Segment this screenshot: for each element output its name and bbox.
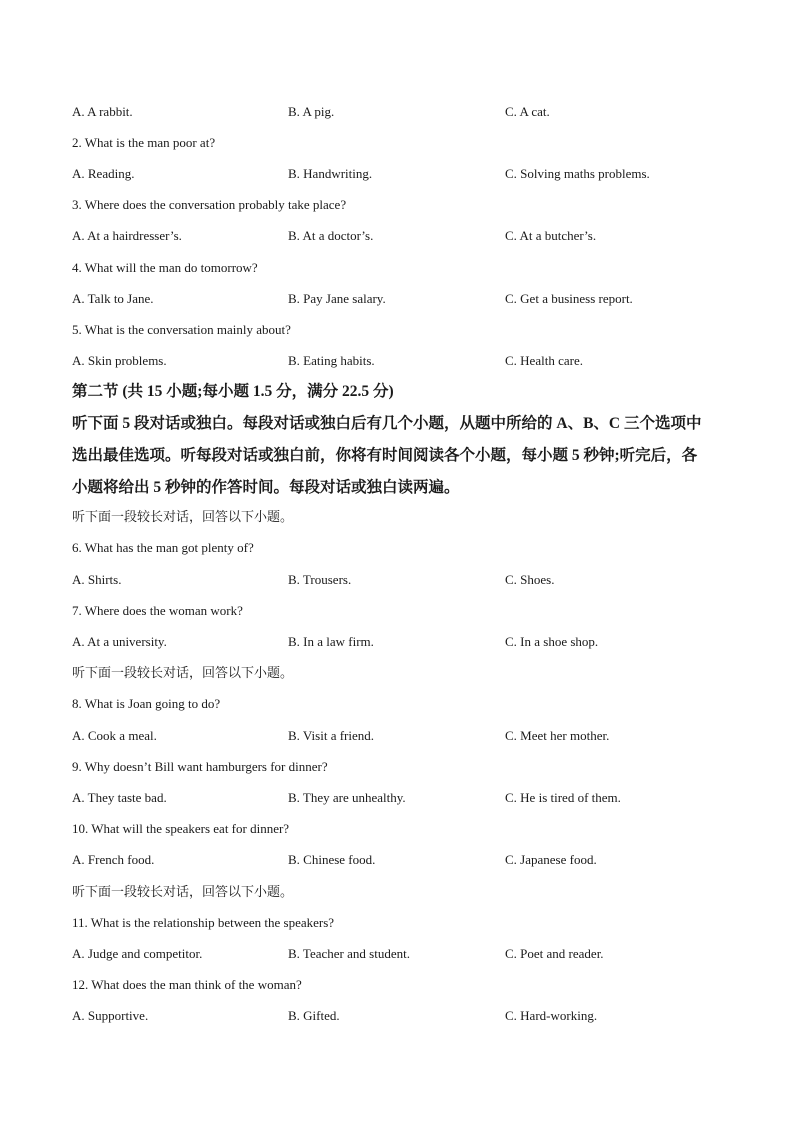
option-b: B. A pig. xyxy=(288,104,335,119)
option-c: C. Poet and reader. xyxy=(505,946,604,961)
question-6-text: 6. What has the man got plenty of? xyxy=(72,540,254,555)
option-a: A. Skin problems. xyxy=(72,353,167,368)
question-12-text: 12. What does the man think of the woman? xyxy=(72,977,302,992)
question-5-text: 5. What is the conversation mainly about? xyxy=(72,322,291,337)
option-a: A. Judge and competitor. xyxy=(72,946,203,961)
dialogue-instruction: 听下面一段较长对话，回答以下小题。 xyxy=(72,509,294,524)
option-a: A. Reading. xyxy=(72,166,135,181)
option-a: A. Cook a meal. xyxy=(72,728,157,743)
option-a: A. A rabbit. xyxy=(72,104,133,119)
question-3-text: 3. Where does the conversation probably take place? xyxy=(72,197,347,212)
option-c: C. Solving maths problems. xyxy=(505,166,650,181)
option-c: C. Japanese food. xyxy=(505,852,597,867)
option-b: B. Visit a friend. xyxy=(288,728,374,743)
option-c: C. In a shoe shop. xyxy=(505,634,599,649)
option-b: B. In a law firm. xyxy=(288,634,374,649)
section-2-directions-line-3: 小题将给出 5 秒钟的作答时间。每段对话或独白读两遍。 xyxy=(72,479,460,496)
option-a: A. Talk to Jane. xyxy=(72,291,154,306)
option-b: B. They are unhealthy. xyxy=(288,790,406,805)
option-a: A. Supportive. xyxy=(72,1008,149,1023)
option-c: C. A cat. xyxy=(505,104,550,119)
dialogue-instruction: 听下面一段较长对话，回答以下小题。 xyxy=(72,884,294,899)
section-2-directions-line-1: 听下面 5 段对话或独白。每段对话或独白后有几个小题，从题中所给的 A、B、C 三个选项中 xyxy=(72,415,702,432)
option-b: B. Trousers. xyxy=(288,572,352,587)
section-2-directions-line-2: 选出最佳选项。听每段对话或独白前，你将有时间阅读各个小题，每小题 5 秒钟;听完后，各 xyxy=(72,447,698,464)
question-11-text: 11. What is the relationship between the speakers? xyxy=(72,915,335,930)
question-2-text: 2. What is the man poor at? xyxy=(72,135,216,150)
option-a: A. At a university. xyxy=(72,634,167,649)
option-c: C. He is tired of them. xyxy=(505,790,621,805)
option-b: B. Eating habits. xyxy=(288,353,375,368)
question-7-text: 7. Where does the woman work? xyxy=(72,603,243,618)
option-b: B. Handwriting. xyxy=(288,166,373,181)
option-c: C. At a butcher’s. xyxy=(505,228,597,243)
section-2-title: 第二节 (共 15 小题;每小题 1.5 分，满分 22.5 分) xyxy=(72,383,394,400)
option-a: A. Shirts. xyxy=(72,572,122,587)
option-b: B. Gifted. xyxy=(288,1008,340,1023)
question-10-text: 10. What will the speakers eat for dinner? xyxy=(72,821,290,836)
option-a: A. They taste bad. xyxy=(72,790,167,805)
question-9-text: 9. Why doesn’t Bill want hamburgers for dinner? xyxy=(72,759,328,774)
question-4-text: 4. What will the man do tomorrow? xyxy=(72,260,258,275)
option-b: B. Teacher and student. xyxy=(288,946,410,961)
option-c: C. Meet her mother. xyxy=(505,728,610,743)
option-b: B. Chinese food. xyxy=(288,852,376,867)
option-c: C. Health care. xyxy=(505,353,583,368)
option-c: C. Hard-working. xyxy=(505,1008,598,1023)
option-c: C. Shoes. xyxy=(505,572,555,587)
question-8-text: 8. What is Joan going to do? xyxy=(72,696,221,711)
option-b: B. Pay Jane salary. xyxy=(288,291,386,306)
option-b: B. At a doctor’s. xyxy=(288,228,374,243)
option-c: C. Get a business report. xyxy=(505,291,633,306)
option-a: A. French food. xyxy=(72,852,155,867)
option-a: A. At a hairdresser’s. xyxy=(72,228,182,243)
dialogue-instruction: 听下面一段较长对话，回答以下小题。 xyxy=(72,665,294,680)
